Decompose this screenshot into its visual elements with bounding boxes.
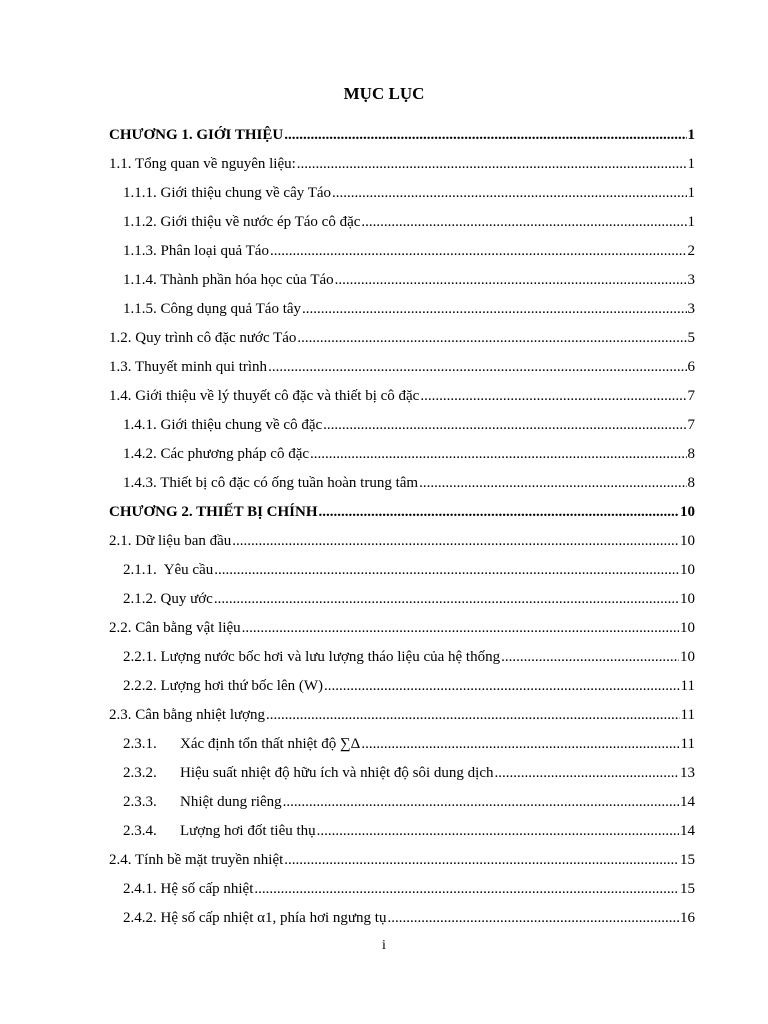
toc-entry-label: Các phương pháp cô đặc [160, 446, 310, 462]
toc-entry-page: 6 [687, 359, 695, 375]
toc-entry-title [123, 416, 322, 434]
toc-entry-number: 1.1.4. [123, 272, 157, 288]
toc-entry-label: Hiệu suất nhiệt độ hữu ích và nhiệt độ sôi dung dịch [180, 765, 494, 781]
dot-leader [283, 793, 679, 811]
dot-leader [495, 764, 680, 782]
toc-entry-label: Phân loại quả Táo [160, 243, 269, 259]
toc-entry-page: 16 [680, 910, 695, 926]
toc-title: MỤC LỤC [343, 84, 425, 103]
dot-leader [323, 416, 686, 434]
toc-entry-title [123, 793, 282, 811]
toc-entry-label: Cân bằng vật liệu [135, 620, 241, 636]
toc-entry[interactable] [109, 202, 695, 231]
toc-entry-number: 1.3. [109, 359, 132, 375]
toc-entry-number: 2.3.3. [123, 794, 157, 810]
toc-entry-title [109, 851, 283, 869]
dot-leader [335, 271, 687, 289]
toc-entry-number: 2.4. [109, 852, 132, 868]
toc-entry-number: 2.1.1. [123, 562, 157, 578]
toc-entry-title [109, 387, 419, 405]
toc-entry-label: Yêu cầu [160, 562, 214, 578]
toc-entry-number: 2.4.1. [123, 881, 157, 897]
toc-entry-number: 1.4. [109, 388, 132, 404]
toc-entry-number: 1.1. [109, 156, 132, 172]
dot-leader [332, 184, 686, 202]
dot-leader [324, 677, 680, 695]
dot-leader [254, 880, 679, 898]
toc-entry-number: 1.1.2. [123, 214, 157, 230]
toc-entry-title [123, 300, 301, 318]
toc-entry-page: 3 [687, 301, 695, 317]
toc-entry-number: 2.2.1. [123, 649, 157, 665]
toc-entry-label: Giới thiệu về nước ép Táo cô đặc [160, 214, 361, 230]
toc-entry-label: Giới thiệu chung về cô đặc [160, 417, 323, 433]
toc-entry-page: 14 [680, 794, 695, 810]
toc-entry[interactable] [109, 173, 695, 202]
toc-entry-number: 2.2.2. [123, 678, 157, 694]
dot-leader [387, 909, 679, 927]
dot-leader [232, 532, 679, 550]
toc-entry-title [109, 503, 318, 521]
dot-leader [501, 648, 679, 666]
toc-entry[interactable] [109, 231, 695, 260]
toc-entry-number: 2.2. [109, 620, 132, 636]
toc-entry-label: Lượng hơi thứ bốc lên (W) [160, 678, 324, 694]
toc-entry-number: 2.1. [109, 533, 132, 549]
toc-entry-label: Lượng nước bốc hơi và lưu lượng tháo liệu của hệ thống [160, 649, 501, 665]
toc-entry-page: 10 [680, 620, 695, 636]
toc-entry-label: Giới thiệu chung về cây Táo [160, 185, 332, 201]
toc-entry-page: 11 [680, 736, 695, 752]
toc-entry[interactable] [109, 840, 695, 869]
toc-entry-label: Công dụng quả Táo tây [160, 301, 302, 317]
dot-leader [242, 619, 679, 637]
toc-entry-number: 2.1.2. [123, 591, 157, 607]
toc-entry-number: CHƯƠNG 2. [109, 504, 193, 520]
toc-entry[interactable] [109, 521, 695, 550]
dot-leader [302, 300, 686, 318]
toc-entry-page: 11 [680, 707, 695, 723]
toc-entry-title [123, 213, 360, 231]
toc-entry-title [123, 242, 269, 260]
toc-entry-title [109, 358, 267, 376]
toc-entry-title [123, 764, 494, 782]
page-number: i [382, 938, 386, 953]
toc-entry[interactable] [109, 260, 695, 289]
toc-entry-label: Hệ số cấp nhiệt [160, 881, 254, 897]
toc-entry-page: 8 [687, 475, 695, 491]
toc-entry-label: Dữ liệu ban đầu [135, 533, 232, 549]
toc-entry-number: CHƯƠNG 1. [109, 127, 193, 143]
toc-entry[interactable] [109, 492, 695, 521]
toc-entry-title [123, 474, 418, 492]
toc-entry[interactable] [109, 637, 695, 666]
toc-entry-label: Tính bề mặt truyền nhiệt [134, 852, 284, 868]
toc-entry-title [123, 184, 331, 202]
dot-leader [284, 126, 686, 144]
toc-entry-number: 2.3.4. [123, 823, 157, 839]
toc-entry-label: Quy trình cô đặc nước Táo [135, 330, 297, 346]
dot-leader [284, 851, 679, 869]
toc-entry-page: 2 [687, 243, 695, 259]
toc-entry[interactable] [109, 347, 695, 376]
toc-entry-page: 10 [680, 533, 695, 549]
toc-entry-page: 5 [687, 330, 695, 346]
toc-entry[interactable] [109, 318, 695, 347]
toc-entry-title [109, 532, 231, 550]
toc-entry[interactable] [109, 405, 695, 434]
toc-entry-page: 1 [687, 127, 695, 143]
toc-entry-title [123, 909, 386, 927]
toc-entry[interactable] [109, 376, 695, 405]
toc-entry-title [123, 271, 334, 289]
toc-entry-title [123, 590, 213, 608]
toc-entry[interactable] [109, 724, 695, 753]
toc-entry-number: 1.4.1. [123, 417, 157, 433]
toc-entry-page: 10 [680, 649, 695, 665]
dot-leader [270, 242, 687, 260]
dot-leader [297, 155, 687, 173]
toc-entry[interactable] [109, 695, 695, 724]
toc-entry-number: 1.1.1. [123, 185, 157, 201]
dot-leader [268, 358, 686, 376]
toc-entry[interactable] [109, 666, 695, 695]
toc-entry-number: 1.1.3. [123, 243, 157, 259]
toc-entry-page: 10 [680, 562, 695, 578]
toc-entry-label: Thành phần hóa học của Táo [160, 272, 334, 288]
dot-leader [319, 503, 679, 521]
table-of-contents [109, 115, 695, 927]
toc-entry-title [123, 880, 253, 898]
dot-leader [214, 590, 679, 608]
toc-entry-title [109, 126, 283, 144]
toc-entry[interactable] [109, 811, 695, 840]
toc-entry[interactable] [109, 782, 695, 811]
toc-entry-page: 1 [687, 214, 695, 230]
toc-entry-page: 14 [680, 823, 695, 839]
toc-entry-title [123, 648, 500, 666]
toc-entry[interactable] [109, 753, 695, 782]
toc-entry-page: 10 [680, 591, 695, 607]
toc-entry-label: Hệ số cấp nhiệt α1, phía hơi ngưng tụ [160, 910, 387, 926]
toc-entry-label: Cân bằng nhiệt lượng [135, 707, 266, 723]
toc-entry-page: 15 [680, 852, 695, 868]
toc-entry[interactable] [109, 869, 695, 898]
toc-entry-label: GIỚI THIỆU [196, 127, 284, 143]
dot-leader [419, 474, 686, 492]
toc-entry-title [109, 706, 265, 724]
toc-entry-title [123, 735, 360, 753]
toc-entry-label: Quy ước [160, 591, 213, 607]
toc-entry[interactable] [109, 550, 695, 579]
toc-entry-title [109, 619, 241, 637]
toc-entry[interactable] [109, 579, 695, 608]
toc-entry-title [123, 677, 323, 695]
toc-entry-title [109, 155, 296, 173]
toc-entry-label: Tổng quan về nguyên liệu: [134, 156, 296, 172]
toc-entry-title [123, 561, 213, 579]
toc-entry-number: 1.4.3. [123, 475, 157, 491]
toc-entry-number: 2.3. [109, 707, 132, 723]
toc-entry-title [123, 445, 309, 463]
toc-entry-label: Xác định tổn thất nhiệt độ ∑Δ [180, 736, 361, 752]
dot-leader [310, 445, 686, 463]
toc-entry-page: 10 [680, 504, 695, 520]
toc-entry[interactable] [109, 289, 695, 318]
toc-entry-page: 13 [680, 765, 695, 781]
toc-entry-page: 15 [680, 881, 695, 897]
toc-entry[interactable] [109, 898, 695, 927]
toc-entry[interactable] [109, 115, 695, 144]
toc-entry-page: 7 [687, 388, 695, 404]
toc-entry[interactable] [109, 434, 695, 463]
toc-entry-page: 1 [687, 185, 695, 201]
toc-entry[interactable] [109, 463, 695, 492]
dot-leader [317, 822, 679, 840]
toc-entry-label: Thuyết minh qui trình [134, 359, 268, 375]
toc-entry-page: 1 [687, 156, 695, 172]
toc-entry-number: 1.4.2. [123, 446, 157, 462]
toc-entry-title [109, 329, 296, 347]
toc-entry-number: 2.3.2. [123, 765, 157, 781]
toc-entry-page: 11 [680, 678, 695, 694]
dot-leader [266, 706, 680, 724]
toc-entry-page: 3 [687, 272, 695, 288]
dot-leader [361, 213, 686, 231]
dot-leader [214, 561, 679, 579]
toc-entry-number: 2.4.2. [123, 910, 157, 926]
toc-entry-label: Giới thiệu về lý thuyết cô đặc và thiết bị cô đặc [135, 388, 420, 404]
toc-entry-number: 1.2. [109, 330, 132, 346]
dot-leader [420, 387, 686, 405]
toc-entry-page: 7 [687, 417, 695, 433]
toc-entry-label: Thiết bị cô đặc có ống tuần hoàn trung tâm [160, 475, 419, 491]
toc-entry-label: THIẾT BỊ CHÍNH [196, 504, 318, 520]
toc-entry-title [123, 822, 316, 840]
toc-entry-number: 2.3.1. [123, 736, 157, 752]
toc-entry[interactable] [109, 144, 695, 173]
dot-leader [361, 735, 679, 753]
dot-leader [297, 329, 686, 347]
toc-entry-label: Lượng hơi đốt tiêu thụ [180, 823, 316, 839]
toc-entry[interactable] [109, 608, 695, 637]
toc-entry-label: Nhiệt dung riêng [180, 794, 282, 810]
toc-entry-page: 8 [687, 446, 695, 462]
toc-entry-number: 1.1.5. [123, 301, 157, 317]
